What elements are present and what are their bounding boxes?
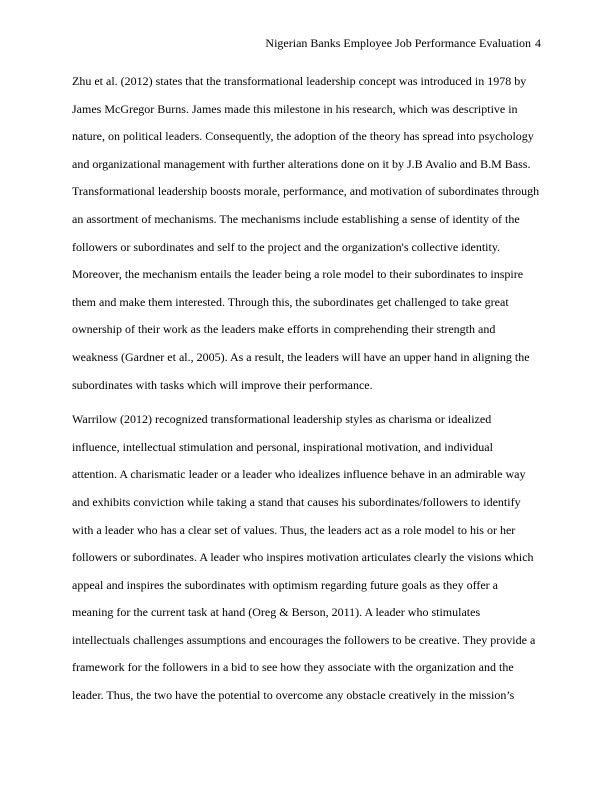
text-line: weakness (Gardner et al., 2005). As a result, the leaders will have an upper hand in aligning the: [72, 349, 530, 364]
text-line: appeal and inspires the subordinates with optimism regarding future goals as they offer a: [72, 577, 498, 592]
text-line: intellectuals challenges assumptions and encourages the followers to be creative. They provide a: [72, 632, 536, 647]
text-line: Warrilow (2012) recognized transformational leadership styles as charisma or idealized: [72, 412, 492, 427]
text-line: Zhu et al. (2012) states that the transformational leadership concept was introduced in 1978 by: [72, 74, 527, 88]
text-line: followers or subordinates and self to the project and the organization's collective identity.: [72, 239, 501, 254]
running-head: [265, 36, 541, 50]
text-line: Moreover, the mechanism entails the leader being a role model to their subordinates to inspire: [72, 267, 524, 282]
paragraph-1: [72, 68, 542, 399]
text-line: subordinates with tasks which will improve their performance.: [72, 377, 373, 392]
text-line: ownership of their work as the leaders make efforts in comprehending their strength and: [72, 322, 496, 337]
paragraph-spacer: [72, 399, 542, 406]
text-line: with a leader who has a clear set of values. Thus, the leaders act as a role model to his or her: [72, 522, 516, 537]
text-line: meaning for the current task at hand (Oreg & Berson, 2011). A leader who stimulates: [72, 605, 481, 620]
text-line: framework for the followers in a bid to see how they associate with the organization and the: [72, 660, 514, 675]
text-line: and exhibits conviction while taking a stand that causes his subordinates/followers to identify: [72, 494, 521, 509]
text-line: influence, intellectual stimulation and personal, inspirational motivation, and individual: [72, 439, 493, 454]
text-line: leader. Thus, the two have the potential to overcome any obstacle creatively in the mission’s: [72, 688, 515, 703]
page-number: 4: [535, 36, 541, 50]
text-line: nature, on political leaders. Consequently, the adoption of the theory has spread into psychology: [72, 129, 534, 144]
running-title: Nigerian Banks Employee Job Performance Evaluation: [265, 36, 531, 50]
text-line: attention. A charismatic leader or a leader who idealizes influence behave in an admirable way: [72, 467, 526, 482]
text-line: them and make them interested. Through this, the subordinates get challenged to take great: [72, 294, 509, 309]
text-line: James McGregor Burns. James made this milestone in his research, which was descriptive in: [72, 101, 518, 116]
body-text: [72, 68, 542, 710]
text-line: Transformational leadership boosts morale, performance, and motivation of subordinates through: [72, 184, 540, 199]
text-line: an assortment of mechanisms. The mechanisms include establishing a sense of identity of the: [72, 211, 520, 226]
text-line: followers or subordinates. A leader who inspires motivation articulates clearly the visions which: [72, 550, 534, 565]
text-line: and organizational management with further alterations done on it by J.B Avalio and B.M Bass.: [72, 156, 531, 171]
paragraph-2: [72, 406, 542, 710]
